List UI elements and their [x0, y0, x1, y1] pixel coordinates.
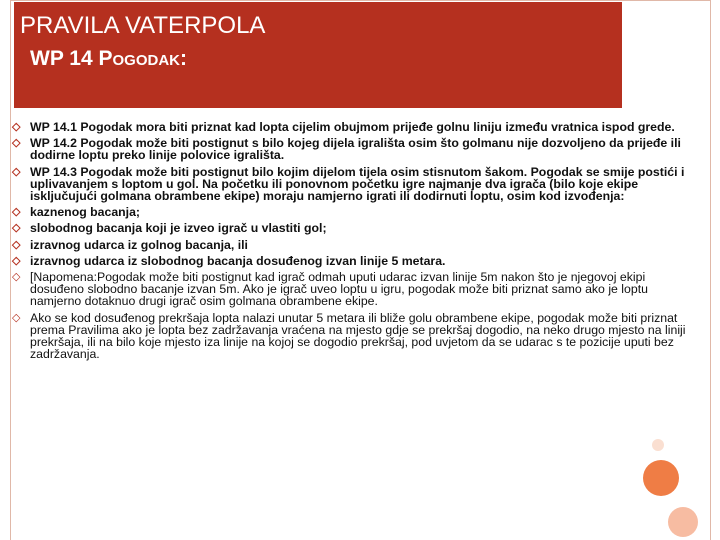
diamond-outline-icon: ◇: [12, 271, 21, 284]
decorative-circle-small: [652, 439, 664, 451]
bullet-list: [12, 121, 702, 364]
list-item: [12, 206, 702, 218]
frame-top-line: [10, 0, 710, 1]
list-item-text: [Napomena:Pogodak može biti postignut kad igrač odmah uputi udarac izvan linije 5m nakon što je njegovoj ekipi dosuđeno slobodno bacanje izvan 5m. Ako je igrač uveo loptu u igru, pogodak može biti priznat samo ako je loptu namjerno dotaknuo drugi igrač osim golmana obrambene ekipe.: [30, 270, 648, 309]
frame-left-line: [10, 0, 11, 540]
list-item: [12, 121, 702, 133]
decorative-circle-corner: [668, 507, 698, 537]
list-item-text: izravnog udarca iz golnog bacanja, ili: [30, 237, 248, 252]
list-item-text: WP 14.3 Pogodak može biti postignut bilo kojim dijelom tijela osim stisnutom šakom. Pogodak se smije postići i uplivavanjem s loptom u gol. Na početku ili ponovnom početku igre najmanje dva igrača (bilo koje ekipe isključujući golmana obrambene ekipe) moraju namjerno igrati ili dodirnuti loptu, osim kod izvođenja:: [30, 164, 685, 204]
diamond-outline-icon: ◇: [12, 238, 21, 251]
diamond-outline-icon: ◇: [12, 137, 21, 150]
list-item-text: WP 14.1 Pogodak mora biti priznat kad lopta cijelim obujmom prijeđe golnu liniju između vratnica ispod grede.: [30, 120, 675, 134]
slide-subtitle: [30, 47, 187, 71]
subtitle-smallcaps: ogodak:: [112, 47, 187, 70]
list-item: [12, 271, 702, 308]
diamond-outline-icon: ◇: [12, 206, 21, 219]
list-item: [12, 255, 702, 267]
subtitle-prefix: WP 14 P: [30, 47, 113, 70]
slide-title: PRAVILA VATERPOLA: [20, 12, 266, 39]
list-item: [12, 239, 702, 251]
list-item: [12, 312, 702, 361]
list-item-text: Ako se kod dosuđenog prekršaja lopta nalazi unutar 5 metara ili bliže golu obrambene ekipe, pogodak može biti priznat prema Pravilima ako je lopta bez zadržavanja vraćena na mjesto gdje se prekršaj dogodio, na neko drugo mjesto na liniji prekršaja, ili na bilo koje mjesto iza linije na kojoj se dogodio prekršaj, pod uvjetom da se udarac s te pozicije uputi bez zadržavanja.: [30, 310, 686, 362]
list-item: [12, 166, 702, 203]
diamond-outline-icon: ◇: [12, 254, 21, 267]
diamond-outline-icon: ◇: [12, 165, 21, 178]
title-banner: [14, 2, 622, 108]
list-item-text: izravnog udarca iz slobodnog bacanja dosuđenog izvan linije 5 metara.: [30, 253, 446, 268]
list-item-text: kaznenog bacanja;: [30, 205, 141, 220]
frame-right-line: [710, 0, 711, 540]
list-item: [12, 137, 702, 161]
diamond-outline-icon: ◇: [12, 311, 21, 324]
list-item-text: WP 14.2 Pogodak može biti postignut s bilo kojeg dijela igrališta osim što golmanu nije dozvoljeno da prijeđe ili dodirne loptu preko linije polovice igrališta.: [30, 136, 681, 163]
list-item: [12, 222, 702, 234]
decorative-circle-large: [643, 460, 679, 496]
list-item-text: slobodnog bacanja koji je izveo igrač u vlastiti gol;: [30, 221, 327, 236]
diamond-outline-icon: ◇: [12, 121, 21, 133]
diamond-outline-icon: ◇: [12, 222, 21, 235]
